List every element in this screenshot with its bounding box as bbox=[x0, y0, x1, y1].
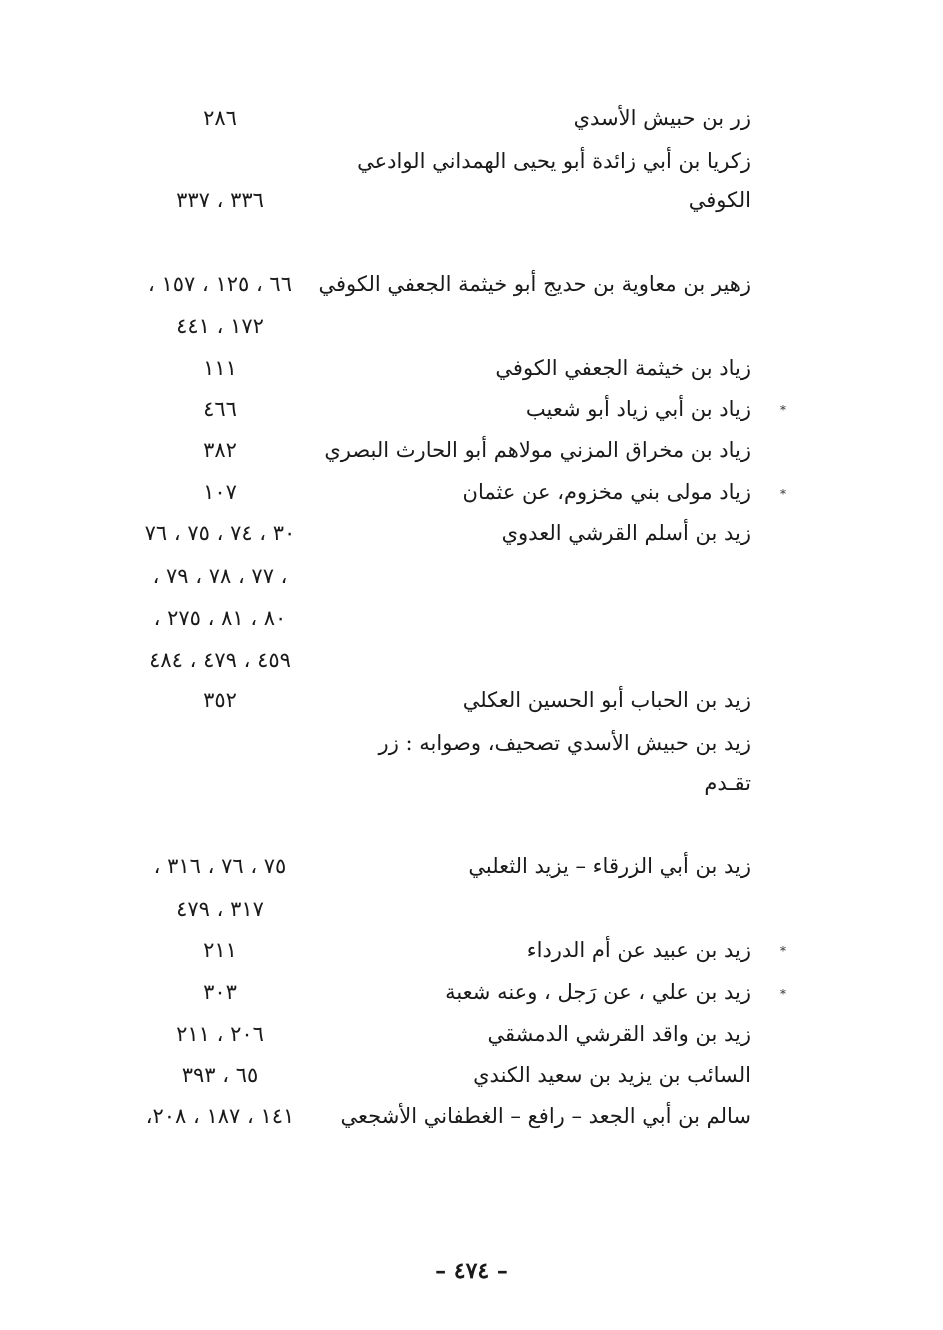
entry-name: زياد بن خيثمة الجعفي الكوفي bbox=[495, 356, 751, 380]
entry-name: زيد بن أبي الزرقاء – يزيد الثعلبي bbox=[468, 854, 751, 878]
entry-name: زيد بن واقد القرشي الدمشقي bbox=[487, 1022, 751, 1046]
entry-refs: ١٠٧ bbox=[203, 480, 237, 504]
entry-refs: ٢٨٦ bbox=[203, 106, 237, 130]
entry-refs-continuation: ٣١٧ ، ٤٧٩ bbox=[176, 897, 264, 921]
entry-refs: ٣٨٢ bbox=[203, 438, 237, 462]
entry-name: زيد بن أسلم القرشي العدوي bbox=[501, 521, 751, 545]
entry-name: زياد مولى بني مخزوم، عن عثمان bbox=[462, 480, 751, 504]
entry-refs: ٣٥٢ bbox=[203, 688, 237, 712]
entry-refs: ٧٥ ، ٧٦ ، ٣١٦ ، bbox=[153, 854, 287, 878]
entry-name: زيد بن علي ، عن رَجل ، وعنه شعبة bbox=[445, 980, 751, 1004]
unidentified-mark: * bbox=[780, 987, 786, 1001]
entry-refs-continuation: ٨٠ ، ٨١ ، ٢٧٥ ، bbox=[153, 606, 287, 630]
entry-name: سالم بن أبي الجعد – رافع – الغطفاني الأشجعي bbox=[340, 1104, 751, 1128]
entry-name: زيد بن حبيش الأسدي تصحيف، وصوابه : زر bbox=[378, 731, 751, 755]
entry-refs: ٢٠٦ ، ٢١١ bbox=[176, 1022, 264, 1046]
entry-refs: ٢١١ bbox=[203, 938, 237, 962]
entry-refs: ٦٦ ، ١٢٥ ، ١٥٧ ، bbox=[148, 272, 292, 296]
unidentified-mark: * bbox=[780, 944, 786, 958]
entry-refs: ١١١ bbox=[203, 356, 237, 380]
entry-name: زكريا بن أبي زائدة أبو يحيى الهمداني الوادعي bbox=[357, 149, 751, 173]
entry-name: زياد بن أبي زياد أبو شعيب bbox=[525, 397, 751, 421]
entry-name: زيد بن عبيد عن أم الدرداء bbox=[526, 938, 751, 962]
entry-refs-continuation: ١٧٢ ، ٤٤١ bbox=[176, 314, 264, 338]
entry-name: زيد بن الحباب أبو الحسين العكلي bbox=[462, 688, 751, 712]
entry-refs: ٦٥ ، ٣٩٣ bbox=[181, 1063, 259, 1087]
entry-refs: ٣٣٦ ، ٣٣٧ bbox=[176, 188, 264, 212]
entry-refs: ٣٠ ، ٧٤ ، ٧٥ ، ٧٦ bbox=[144, 521, 296, 545]
unidentified-mark: * bbox=[780, 487, 786, 501]
entry-name: زياد بن مخراق المزني مولاهم أبو الحارث البصري bbox=[324, 438, 751, 462]
entry-refs: ٤٦٦ bbox=[203, 397, 237, 421]
entry-name: السائب بن يزيد بن سعيد الكندي bbox=[473, 1063, 751, 1087]
entry-name: زر بن حبيش الأسدي bbox=[573, 106, 751, 130]
entry-name-continuation: الكوفي bbox=[688, 188, 751, 212]
entry-refs-continuation: ، ٧٧ ، ٧٨ ، ٧٩ ، bbox=[152, 564, 288, 588]
page-number: – ٤٧٤ – bbox=[435, 1258, 508, 1284]
entry-refs: ٣٠٣ bbox=[203, 980, 237, 1004]
unidentified-mark: * bbox=[780, 403, 786, 417]
entry-refs-continuation: ٤٥٩ ، ٤٧٩ ، ٤٨٤ bbox=[149, 648, 291, 672]
entry-name: زهير بن معاوية بن حديج أبو خيثمة الجعفي الكوفي bbox=[318, 272, 751, 296]
entry-name-continuation: تقـدم bbox=[704, 771, 751, 795]
entry-refs: ١٤١ ، ١٨٧ ، ٢٠٨، bbox=[145, 1104, 295, 1128]
